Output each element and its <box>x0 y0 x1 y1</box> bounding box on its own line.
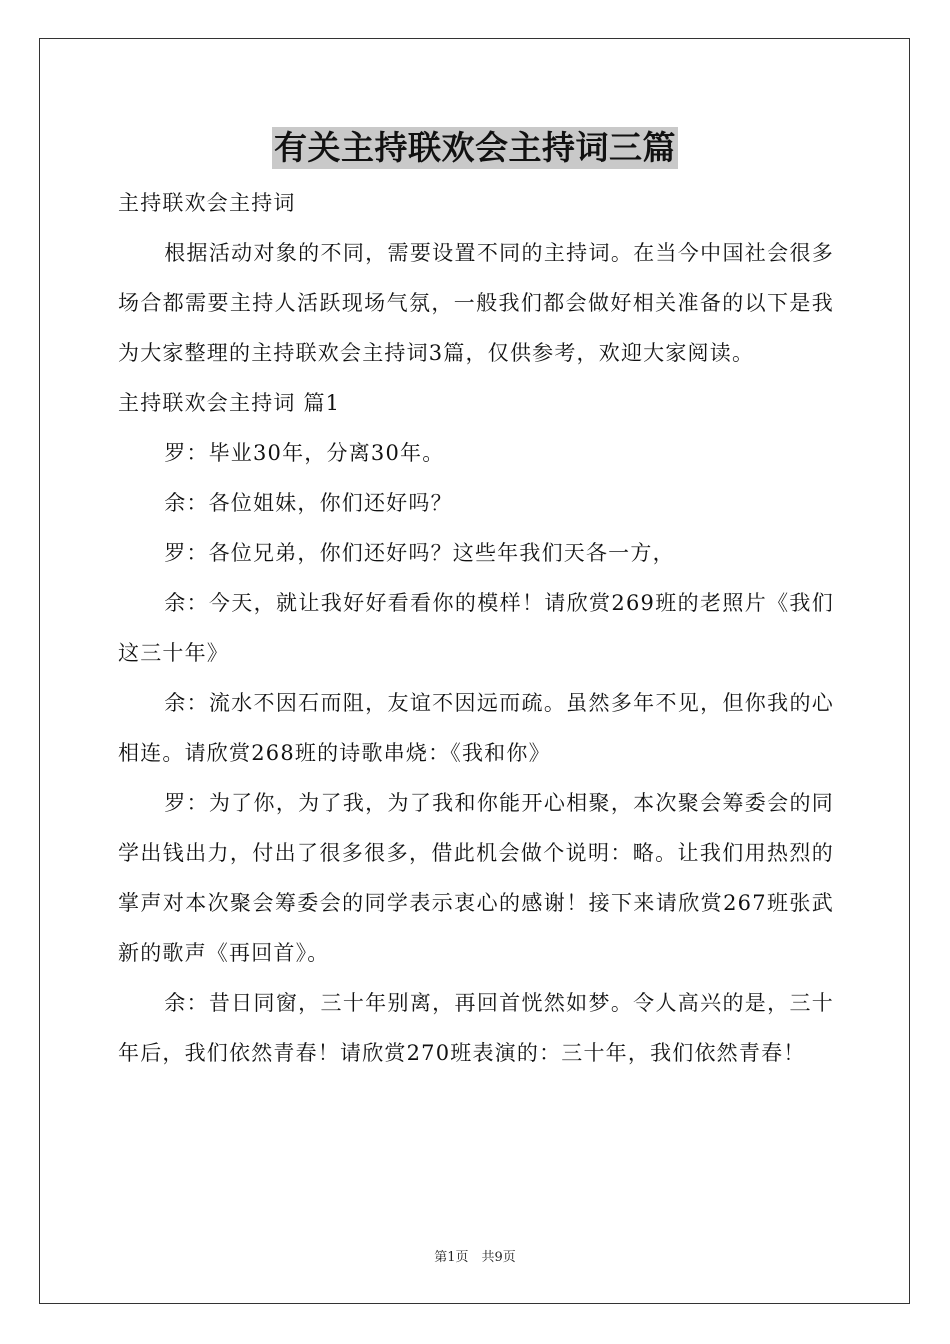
page-number-footer: 第1页 共9页 <box>434 1250 516 1265</box>
paragraph: 余：各位姐妹，你们还好吗？ <box>164 491 453 515</box>
paragraph: 主持联欢会主持词 <box>118 191 296 215</box>
paragraph: 余：昔日同窗，三十年别离，再回首恍然如梦。令人高兴的是，三十年后，我们依然青春！请欣赏270班表演的：三十年，我们依然青春！ <box>118 991 834 1065</box>
paragraph: 主持联欢会主持词 篇1 <box>118 391 341 415</box>
title-container <box>0 127 950 169</box>
paragraph: 罗：为了你，为了我，为了我和你能开心相聚，本次聚会筹委会的同学出钱出力，付出了很多很多，借此机会做个说明：略。让我们用热烈的掌声对本次聚会筹委会的同学表示衷心的感谢！接下来请欣赏267班张武新的歌声《再回首》。 <box>118 791 834 965</box>
document-title: 有关主持联欢会主持词三篇 <box>274 128 676 167</box>
paragraph: 余：流水不因石而阻，友谊不因远而疏。虽然多年不见，但你我的心相连。请欣赏268班的诗歌串烧：《我和你》 <box>118 691 834 765</box>
document-body <box>118 178 834 1078</box>
paragraph: 罗：毕业30年，分离30年。 <box>164 441 445 465</box>
paragraph: 余：今天，就让我好好看看你的模样！请欣赏269班的老照片《我们这三十年》 <box>118 591 834 665</box>
paragraph: 罗：各位兄弟，你们还好吗？这些年我们天各一方， <box>164 541 675 565</box>
paragraph: 根据活动对象的不同，需要设置不同的主持词。在当今中国社会很多场合都需要主持人活跃现场气氛，一般我们都会做好相关准备的以下是我为大家整理的主持联欢会主持词3篇，仅供参考，欢迎大家阅读。 <box>118 241 834 365</box>
